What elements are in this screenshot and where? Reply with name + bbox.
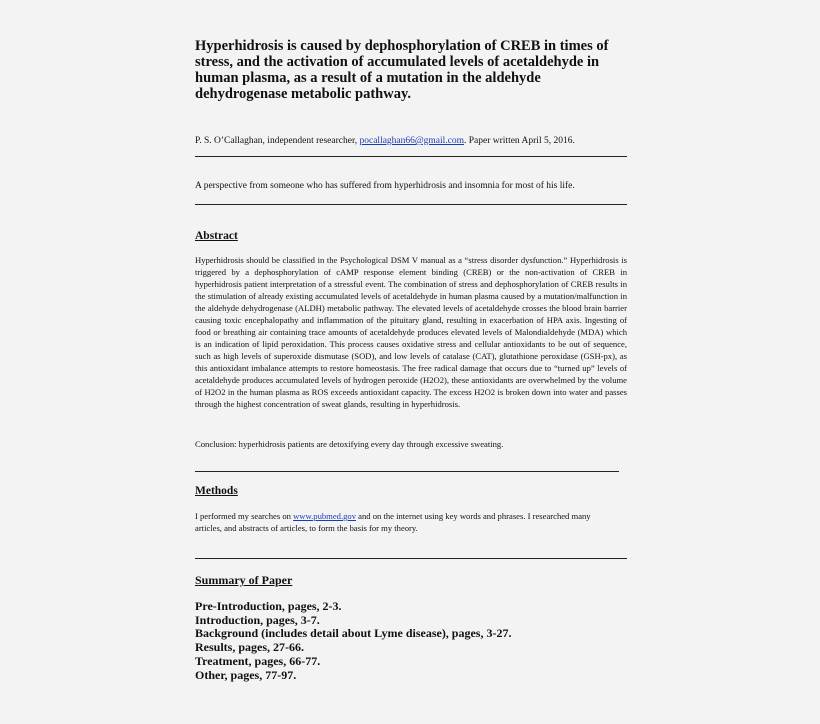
summary-item-other: Other, pages, 77-97. bbox=[195, 667, 297, 682]
author-email-link[interactable]: pocallaghan66@gmail.com bbox=[359, 136, 465, 146]
methods-suffix: and on the internet using key words and phrases. I researched many articles, and abstracts of articles, to form the basis for my theory. bbox=[195, 511, 591, 533]
methods-body bbox=[195, 510, 615, 534]
divider-4 bbox=[195, 558, 627, 559]
paper-title: Hyperhidrosis is caused by dephosphorylation of CREB in times of stress, and the activation of accumulated levels of acetaldehyde in human plasma, as a result of a mutation in the aldehyde dehydrogenase metabolic pathway. bbox=[195, 38, 609, 102]
pubmed-link[interactable]: www.pubmed.gov bbox=[293, 511, 357, 521]
author-line bbox=[195, 135, 627, 147]
abstract-body: Hyperhidrosis should be classified in the Psychological DSM V manual as a “stress disorder dysfunction.” Hyperhidrosis is triggered by a dephosphorylation of cAMP response element binding (CREB) or the non-activation of CREB in hyperhidrosis patient interpretation of a stressful event. The combination of stress and dephosphorylation of CREB results in the stimulation of already existing accumulated levels of acetaldehyde in human plasma caused by a mutation/malfunction in the aldehyde dehydrogenase (ALDH) metabolic pathway. The elevated levels of acetaldehyde crosses the blood brain barrier causing toxic encephalopathy and inflammation of the pituitary gland, resulting in exacerbation of HPA axis. Ingesting of food or breathing air containing trace amounts of acetaldehyde produces elevated levels of Malondialdehyde (MDA) which is an indication of lipid peroxidation. This process causes oxidative stress and cellular antioxidants to be out of sequence, such as high levels of superoxide dismutase (SOD), and low levels of catalase (CAT), glutathione peroxidase (GSH-px), as this antioxidant imbalance attempts to restore homeostasis. The free radical damage that occurs due to “turned up” levels of acetaldehyde produces accumulated levels of hydrogen peroxide (H2O2), these antioxidants are overwhelmed by the volume of H2O2 in the human plasma as ROS exceeds antioxidant capacity. The excess H2O2 is broken down into water and passes through the highest concentration of sweat glands, resulting in hyperhidrosis. bbox=[195, 255, 627, 409]
summary-item-introduction: Introduction, pages, 3-7. bbox=[195, 612, 320, 627]
methods-prefix: I performed my searches on bbox=[195, 511, 294, 521]
methods-heading: Methods bbox=[195, 485, 238, 497]
summary-heading: Summary of Paper bbox=[195, 573, 293, 587]
divider-1 bbox=[195, 156, 627, 157]
author-suffix: . Paper written April 5, 2016. bbox=[464, 136, 575, 146]
divider-3 bbox=[195, 471, 619, 472]
summary-item-background: Background (includes detail about Lyme disease), pages, 3-27. bbox=[195, 626, 512, 641]
author-prefix: P. S. O’Callaghan, independent researcher, bbox=[195, 136, 360, 146]
summary-list bbox=[195, 600, 511, 682]
abstract-conclusion: Conclusion: hyperhidrosis patients are detoxifying every day through excessive sweating. bbox=[195, 439, 504, 449]
perspective-line: A perspective from someone who has suffered from hyperhidrosis and insomnia for most of his life. bbox=[195, 181, 575, 191]
abstract-heading: Abstract bbox=[195, 230, 238, 242]
summary-item-pre-introduction: Pre-Introduction, pages, 2-3. bbox=[195, 599, 342, 613]
summary-item-results: Results, pages, 27-66. bbox=[195, 640, 305, 655]
summary-item-treatment: Treatment, pages, 66-77. bbox=[195, 653, 321, 668]
divider-2 bbox=[195, 204, 627, 205]
